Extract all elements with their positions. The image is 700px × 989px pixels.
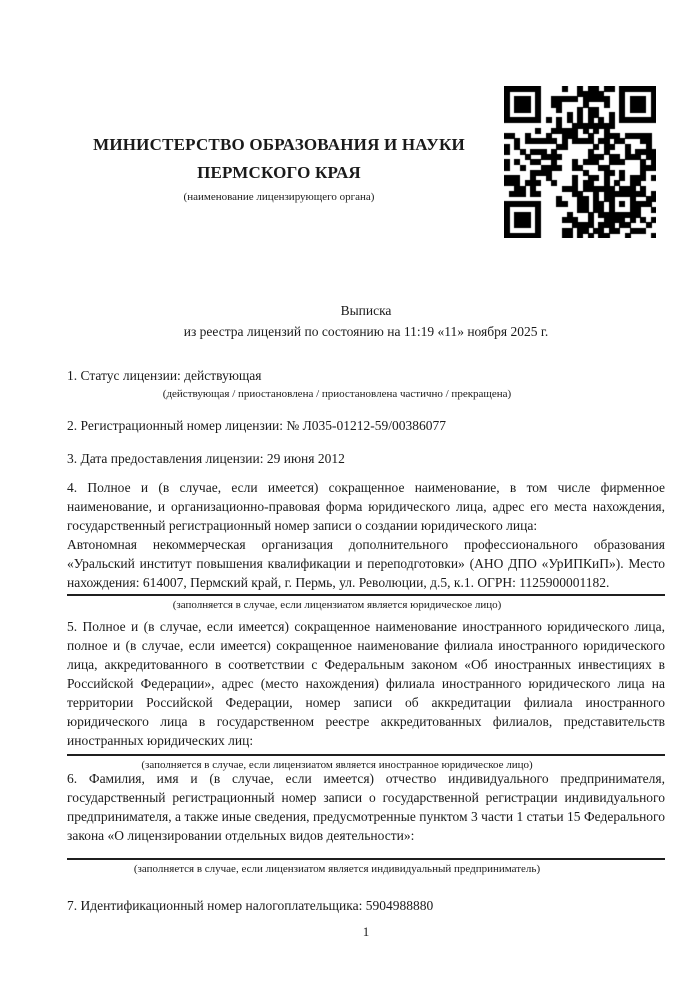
- fill-in-rule: [67, 858, 665, 860]
- license-status-caption: (действующая / приостановлена / приостановлена частично / прекращена): [162, 388, 512, 400]
- license-status-text: 1. Статус лицензии: действующая: [67, 368, 262, 383]
- foreign-entity-caption: (заполняется в случае, если лицензиатом является иностранное юридическое лицо): [141, 759, 533, 771]
- item-registration-number: [67, 416, 665, 435]
- item-legal-entity-info: [67, 478, 665, 612]
- ministry-name-line1: МИНИСТЕРСТВО ОБРАЗОВАНИЯ И НАУКИ: [93, 135, 465, 154]
- item-individual-entrepreneur-info: [67, 769, 665, 876]
- fill-in-rule: [67, 594, 665, 596]
- individual-entrepreneur-question: 6. Фамилия, имя и (в случае, если имеется) отчество индивидуального предпринимателя, государственный регистрационный номер записи о государственной регистрации индивидуального предпринимателя, а также иные сведения, предусмотренные пунктом 3 части 1 статьи 15 Федерального закона «О лицензировании отдельных видов деятельности»:: [67, 771, 665, 843]
- document-title: [67, 300, 665, 342]
- foreign-entity-question: 5. Полное и (в случае, если имеется) сокращенное наименование иностранного юридического лица, полное и (в случае, если имеется) сокращенное наименование филиала иностранного юридического лица, аккредитованного в соответствии с Федеральным законом «Об иностранных инвестициях в Российской Федерации», адрес (место нахождения) филиала иностранного юридического лица на территории Российской Федерации, номер записи об аккредитации филиала иностранного юридического лица в государственном реестре аккредитованных филиалов, представительств иностранных юридических лиц:: [67, 619, 665, 748]
- license-grant-date-text: 3. Дата предоставления лицензии: 29 июня 2012: [67, 451, 345, 466]
- title-line1: Выписка: [340, 303, 392, 318]
- page-number: 1: [362, 924, 370, 939]
- item-taxpayer-id: [67, 896, 665, 915]
- item-license-status: [67, 366, 665, 401]
- taxpayer-id-text: 7. Идентификационный номер налогоплательщика: 5904988880: [67, 898, 434, 913]
- qr-code-icon: [504, 86, 656, 238]
- legal-entity-question: 4. Полное и (в случае, если имеется) сокращенное наименование, в том числе фирменное наименование, и организационно-правовая форма юридического лица, адрес его места нахождения, государственный регистрационный номер записи о создании юридического лица:: [67, 480, 665, 533]
- title-line2: из реестра лицензий по состоянию на 11:19 «11» ноября 2025 г.: [183, 324, 549, 339]
- item-license-grant-date: [67, 449, 665, 468]
- ministry-name-line2: ПЕРМСКОГО КРАЯ: [197, 163, 361, 182]
- ministry-name-caption: (наименование лицензирующего органа): [183, 191, 375, 203]
- legal-entity-answer: Автономная некоммерческая организация дополнительного профессионального образования «Уральский институт повышения квалификации и переподготовки» (АНО ДПО «УрИПКиП»). Место нахождения: 614007, Пермский край, г. Пермь, ул. Революции, д.5, к.1. ОГРН: 1125900001182.: [67, 537, 665, 590]
- individual-entrepreneur-caption: (заполняется в случае, если лицензиатом является индивидуальный предприниматель): [133, 863, 541, 875]
- legal-entity-caption: (заполняется в случае, если лицензиатом является юридическое лицо): [172, 599, 502, 611]
- fill-in-rule: [67, 754, 665, 756]
- qr-code-image: [504, 86, 656, 238]
- registration-number-text: 2. Регистрационный номер лицензии: № Л035-01212-59/00386077: [67, 418, 447, 433]
- item-foreign-entity-info: [67, 617, 665, 772]
- licensing-authority-header: [67, 131, 491, 204]
